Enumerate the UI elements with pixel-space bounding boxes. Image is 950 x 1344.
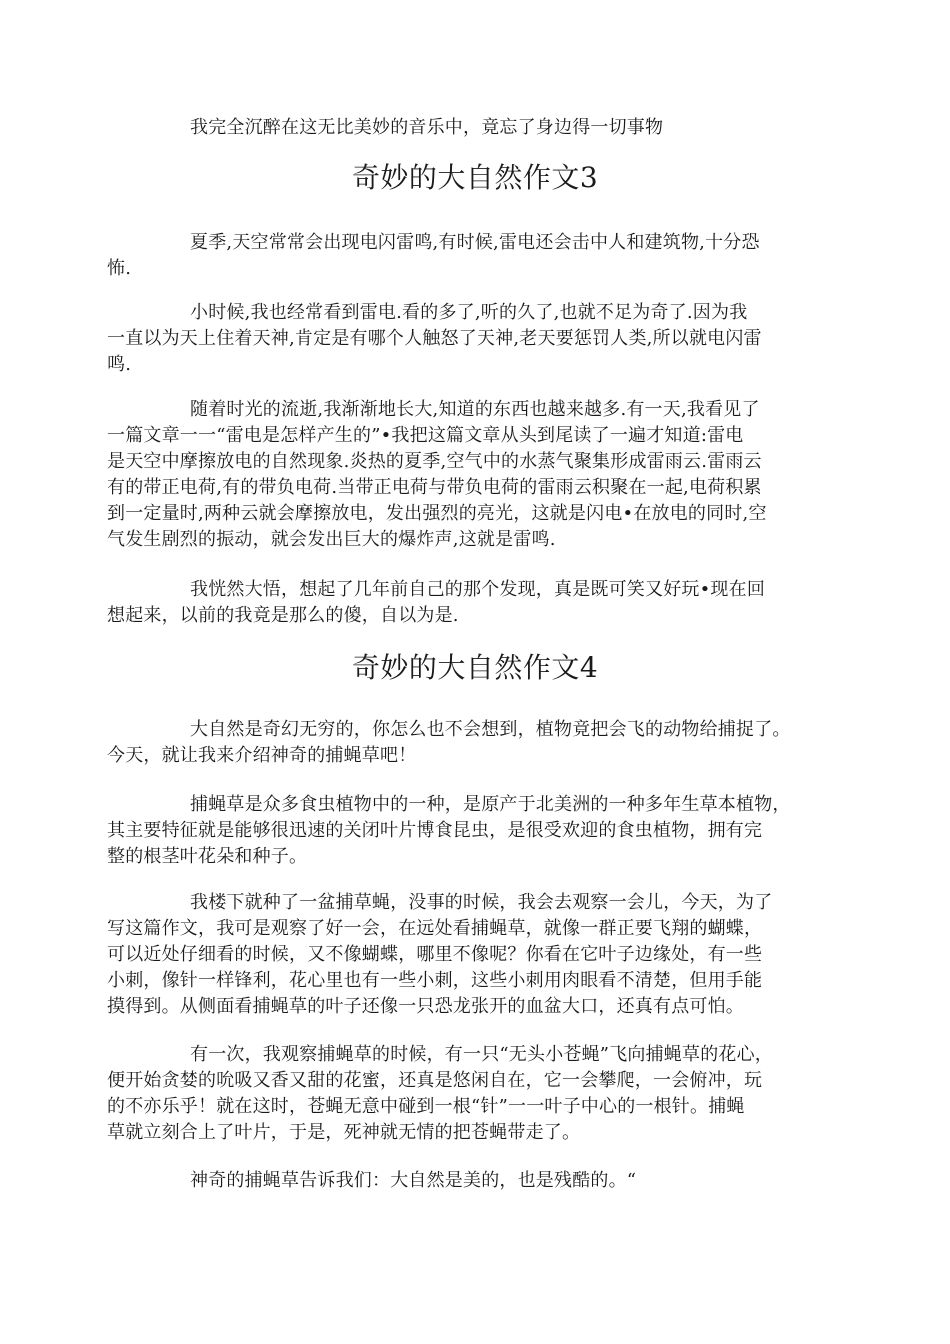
paragraph-line: 便开始贪婪的吮吸又香又甜的花蜜，还真是悠闲自在，它一会攀爬，一会俯冲，玩 bbox=[107, 1070, 763, 1091]
paragraph-line: 有一次，我观察捕蝇草的时候，有一只“无头小苍蝇”飞向捕蝇草的花心， bbox=[190, 1044, 774, 1065]
paragraph-line: 到一定量时,两种云就会摩擦放电，发出强烈的亮光，这就是闪电•在放电的同时,空 bbox=[107, 503, 767, 524]
paragraph-line: 想起来，以前的我竟是那么的傻，自以为是. bbox=[107, 605, 459, 626]
paragraph-line: 怖. bbox=[107, 258, 132, 279]
paragraph-line: 摸得到。从侧面看捕蝇草的叶子还像一只恐龙张开的血盆大口，还真有点可怕。 bbox=[107, 996, 744, 1017]
paragraph-line: 整的根茎叶花朵和种子。 bbox=[107, 846, 308, 867]
paragraph-line: 写这篇作文，我可是观察了好一会，在远处看捕蝇草，就像一群正要飞翔的蝴蝶， bbox=[107, 918, 763, 939]
paragraph-line: 我恍然大悟，想起了几年前自己的那个发现，真是既可笑又好玩•现在回 bbox=[190, 579, 766, 600]
paragraph-line: 神奇的捕蝇草告诉我们：大自然是美的，也是残酷的。“ bbox=[190, 1170, 637, 1191]
paragraph-line: 夏季,天空常常会出现电闪雷鸣,有时候,雷电还会击中人和建筑物,十分恐 bbox=[190, 232, 760, 253]
intro-line: 我完全沉醉在这无比美妙的音乐中，竟忘了身边得一切事物 bbox=[190, 117, 664, 138]
paragraph-line: 我楼下就种了一盆捕草蝇，没事的时候，我会去观察一会儿，今天，为了 bbox=[190, 892, 773, 913]
paragraph-line: 鸣. bbox=[107, 354, 132, 375]
paragraph-line: 小刺，像针一样锋利，花心里也有一些小刺，这些小刺用肉眼看不清楚，但用手能 bbox=[107, 970, 763, 991]
paragraph-line: 的不亦乐乎！就在这时，苍蝇无意中碰到一根“针”一一叶子中心的一根针。捕蝇 bbox=[107, 1096, 745, 1117]
paragraph-line: 随着时光的流逝,我渐渐地长大,知道的东西也越来越多.有一天,我看见了 bbox=[190, 399, 760, 420]
paragraph-line: 是天空中摩擦放电的自然现象.炎热的夏季,空气中的水蒸气聚集形成雷雨云.雷雨云 bbox=[107, 451, 762, 472]
paragraph-line: 一篇文章一一“雷电是怎样产生的”•我把这篇文章从头到尾读了一遍才知道:雷电 bbox=[107, 425, 744, 446]
section-4-title: 奇妙的大自然作文4 bbox=[351, 651, 599, 684]
paragraph-line: 小时候,我也经常看到雷电.看的多了,听的久了,也就不足为奇了.因为我 bbox=[190, 302, 748, 323]
paragraph-line: 气发生剧烈的振动，就会发出巨大的爆炸声,这就是雷鸣. bbox=[107, 529, 556, 550]
paragraph-line: 捕蝇草是众多食虫植物中的一种，是原产于北美洲的一种多年生草本植物， bbox=[190, 794, 791, 815]
paragraph-line: 草就立刻合上了叶片，于是，死神就无情的把苍蝇带走了。 bbox=[107, 1122, 581, 1143]
paragraph-line: 大自然是奇幻无穷的，你怎么也不会想到，植物竟把会飞的动物给捕捉了。 bbox=[190, 719, 791, 740]
paragraph-line: 今天，就让我来介绍神奇的捕蝇草吧！ bbox=[107, 745, 417, 766]
paragraph-line: 其主要特征就是能够很迅速的关闭叶片博食昆虫，是很受欢迎的食虫植物，拥有完 bbox=[107, 820, 763, 841]
paragraph-line: 有的带正电荷,有的带负电荷.当带正电荷与带负电荷的雷雨云积聚在一起,电荷积累 bbox=[107, 477, 762, 498]
paragraph-line: 可以近处仔细看的时候，又不像蝴蝶，哪里不像呢？你看在它叶子边缘处，有一些 bbox=[107, 944, 763, 965]
paragraph-line: 一直以为天上住着天神,肯定是有哪个人触怒了天神,老天要惩罚人类,所以就电闪雷 bbox=[107, 328, 762, 349]
section-3-title: 奇妙的大自然作文3 bbox=[351, 161, 599, 194]
